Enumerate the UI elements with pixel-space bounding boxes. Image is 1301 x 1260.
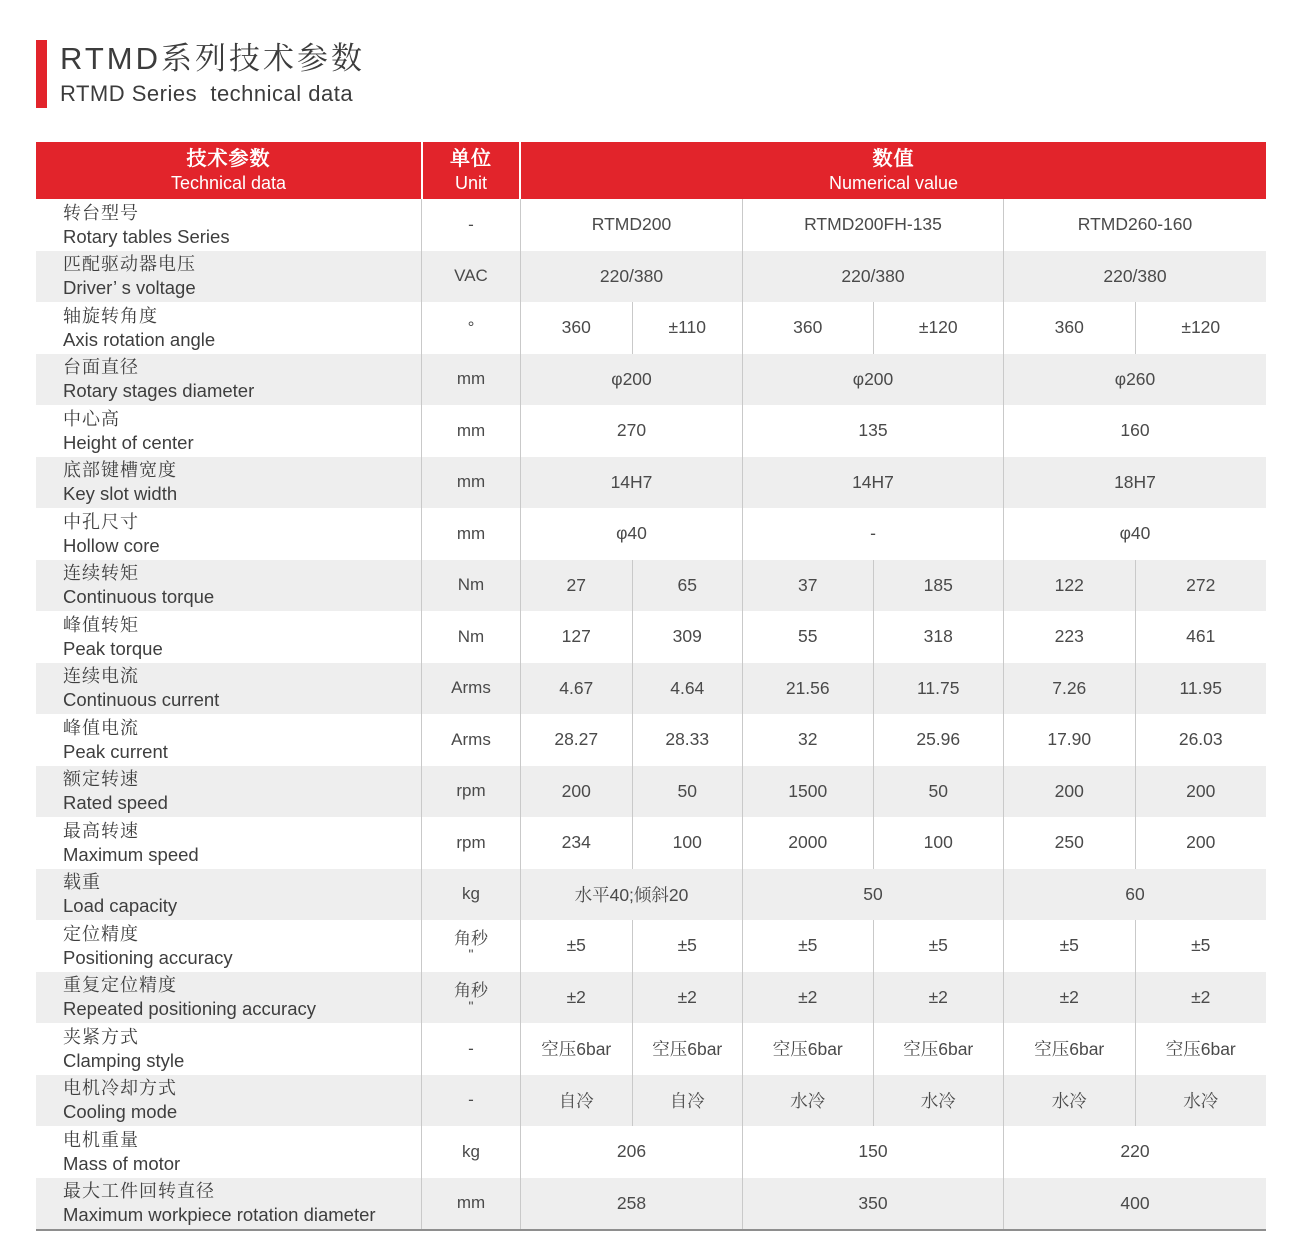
row-label-cn: 定位精度 xyxy=(63,923,139,944)
row-label-cn: 连续电流 xyxy=(63,666,139,687)
value-cell: 127 xyxy=(561,626,591,647)
value-cell: 270 xyxy=(616,420,647,441)
value-cell: 1500 xyxy=(742,766,873,818)
row-label-en: Axis rotation angle xyxy=(63,328,216,350)
page-title xyxy=(60,40,365,108)
row-label-cn: 底部键槽宽度 xyxy=(63,460,177,481)
row-values xyxy=(521,1178,1266,1230)
header-technical-data-cn: 技术参数 xyxy=(186,147,271,170)
row-values xyxy=(521,199,1266,251)
value-cell: ±5 xyxy=(1135,920,1267,972)
row-label-cn: 电机重量 xyxy=(63,1129,139,1150)
table-row xyxy=(36,199,1266,251)
value-cell: 18H7 xyxy=(1003,457,1266,509)
value-cell: 200 xyxy=(561,780,591,801)
row-unit-text: mm xyxy=(456,369,486,389)
row-values xyxy=(521,508,1266,560)
row-label-cn: 中孔尺寸 xyxy=(63,511,139,532)
row-values xyxy=(521,302,1266,354)
value-cell: ±120 xyxy=(873,302,1004,354)
row-label-en: Continuous torque xyxy=(63,586,215,608)
row-label-en: Height of center xyxy=(63,431,194,453)
row-label xyxy=(36,251,421,303)
value-cell: 4.67 xyxy=(559,677,594,698)
row-label xyxy=(36,302,421,354)
value-cell: 28.27 xyxy=(554,729,599,750)
header-unit-cn: 单位 xyxy=(450,147,492,170)
row-unit-text: - xyxy=(468,1090,474,1110)
header-numerical-value xyxy=(521,142,1266,199)
row-unit-text: ° xyxy=(467,317,475,337)
row-label-en: Key slot width xyxy=(63,483,178,505)
page-title-block xyxy=(36,40,1266,108)
header-unit-en: Unit xyxy=(454,172,487,193)
value-cell: ±5 xyxy=(1003,920,1135,972)
table-row xyxy=(36,611,1266,663)
row-label-cn: 重复定位精度 xyxy=(63,975,177,996)
row-unit xyxy=(421,1023,521,1075)
value-cell: 200 xyxy=(1135,766,1267,818)
value-cell: ±2 xyxy=(1003,972,1135,1024)
row-label-en: Hollow core xyxy=(63,534,160,556)
table-row xyxy=(36,302,1266,354)
value-cell: - xyxy=(742,508,1003,560)
table-row xyxy=(36,869,1266,921)
title-accent-bar xyxy=(36,40,47,108)
value-cell: 28.33 xyxy=(632,714,743,766)
row-unit-text: mm xyxy=(456,1193,486,1213)
value-cell: 7.26 xyxy=(1003,663,1135,715)
table-row xyxy=(36,920,1266,972)
row-values xyxy=(521,766,1266,818)
value-cell: 55 xyxy=(742,611,873,663)
value-cell: ±5 xyxy=(873,920,1004,972)
row-unit xyxy=(421,508,521,560)
row-label xyxy=(36,663,421,715)
row-label xyxy=(36,405,421,457)
value-cell: 11.95 xyxy=(1135,663,1267,715)
row-label-cn: 最高转速 xyxy=(63,820,139,841)
table-row xyxy=(36,817,1266,869)
value-cell: 自冷 xyxy=(632,1075,743,1127)
value-cell: 空压6bar xyxy=(742,1023,873,1075)
row-unit-text: Nm xyxy=(457,575,485,595)
row-label-en: Rotary tables Series xyxy=(63,225,230,247)
value-cell: φ200 xyxy=(611,368,652,389)
row-unit xyxy=(421,405,521,457)
row-unit-text: mm xyxy=(456,420,486,440)
table-row xyxy=(36,663,1266,715)
value-cell: 360 xyxy=(1003,302,1135,354)
header-technical-data xyxy=(36,142,421,199)
row-unit-text: Nm xyxy=(457,626,485,646)
row-label xyxy=(36,817,421,869)
row-label-en: Driver’ s voltage xyxy=(63,277,196,299)
row-unit xyxy=(421,714,521,766)
value-cell: 135 xyxy=(742,405,1003,457)
row-label-en: Load capacity xyxy=(63,895,178,917)
row-unit xyxy=(421,972,521,1024)
row-unit-text: rpm xyxy=(456,781,486,801)
value-cell: 26.03 xyxy=(1135,714,1267,766)
row-label-cn: 匹配驱动器电压 xyxy=(63,254,196,275)
value-cell: 4.64 xyxy=(632,663,743,715)
row-unit-text: Arms xyxy=(451,729,491,749)
value-cell: 50 xyxy=(632,766,743,818)
value-cell: 32 xyxy=(742,714,873,766)
value-cell: 空压6bar xyxy=(541,1039,612,1060)
row-values xyxy=(521,405,1266,457)
row-unit-text: mm xyxy=(456,523,486,543)
value-cell: 空压6bar xyxy=(1003,1023,1135,1075)
value-cell: ±2 xyxy=(873,972,1004,1024)
value-cell: 空压6bar xyxy=(873,1023,1004,1075)
table-row xyxy=(36,1023,1266,1075)
value-cell: 258 xyxy=(616,1192,647,1213)
value-cell: 水冷 xyxy=(1003,1075,1135,1127)
value-cell: 200 xyxy=(1003,766,1135,818)
value-cell: 50 xyxy=(742,869,1003,921)
spec-table xyxy=(36,142,1266,1231)
row-unit-text: kg xyxy=(462,884,480,904)
row-label-cn: 连续转矩 xyxy=(63,563,139,584)
row-unit-subtext: " xyxy=(468,997,474,1014)
table-row xyxy=(36,405,1266,457)
row-label-en: Repeated positioning accuracy xyxy=(63,998,316,1020)
value-cell: 223 xyxy=(1003,611,1135,663)
table-row xyxy=(36,457,1266,509)
value-cell: ±2 xyxy=(566,986,586,1007)
row-unit xyxy=(421,1126,521,1178)
table-row xyxy=(36,766,1266,818)
value-cell: 65 xyxy=(632,560,743,612)
value-cell: 234 xyxy=(561,832,591,853)
catalog-page xyxy=(36,40,1266,1231)
value-cell: 220/380 xyxy=(742,251,1003,303)
row-label-cn: 载重 xyxy=(63,872,101,893)
row-unit xyxy=(421,920,521,972)
row-unit xyxy=(421,1178,521,1230)
row-unit xyxy=(421,251,521,303)
row-values xyxy=(521,251,1266,303)
table-row xyxy=(36,251,1266,303)
value-cell: 11.75 xyxy=(873,663,1004,715)
row-values xyxy=(521,714,1266,766)
header-technical-data-en: Technical data xyxy=(170,172,287,193)
row-label-en: Rated speed xyxy=(63,792,168,814)
row-values xyxy=(521,354,1266,406)
value-cell: ±5 xyxy=(632,920,743,972)
value-cell: 17.90 xyxy=(1003,714,1135,766)
value-cell: 250 xyxy=(1003,817,1135,869)
row-unit-text: 角秒 xyxy=(454,980,488,1000)
row-unit-text: mm xyxy=(456,472,486,492)
value-cell: 360 xyxy=(561,317,591,338)
row-values xyxy=(521,560,1266,612)
row-unit xyxy=(421,766,521,818)
value-cell: 206 xyxy=(616,1141,647,1162)
row-label-cn: 额定转速 xyxy=(63,769,139,790)
row-unit xyxy=(421,1075,521,1127)
row-label-en: Peak torque xyxy=(63,637,163,659)
row-label xyxy=(36,972,421,1024)
row-label xyxy=(36,1178,421,1230)
row-label-en: Peak current xyxy=(63,740,168,762)
header-numerical-value-en: Numerical value xyxy=(828,172,959,193)
value-cell: 309 xyxy=(632,611,743,663)
row-label-en: Rotary stages diameter xyxy=(63,380,255,402)
value-cell: ±5 xyxy=(566,935,586,956)
row-label xyxy=(36,1126,421,1178)
value-cell: 220/380 xyxy=(599,265,664,286)
table-body xyxy=(36,199,1266,1229)
table-row xyxy=(36,1126,1266,1178)
value-cell: ±5 xyxy=(742,920,873,972)
row-unit-subtext: " xyxy=(468,946,474,963)
value-cell: 350 xyxy=(742,1178,1003,1230)
row-label xyxy=(36,611,421,663)
value-cell: φ40 xyxy=(1003,508,1266,560)
value-cell: 100 xyxy=(873,817,1004,869)
row-values xyxy=(521,663,1266,715)
header-numerical-value-cn: 数值 xyxy=(872,147,915,170)
value-cell: 空压6bar xyxy=(1135,1023,1267,1075)
row-unit-text: - xyxy=(468,214,474,234)
value-cell: 27 xyxy=(566,574,586,595)
value-cell: RTMD200FH-135 xyxy=(742,199,1003,251)
row-label-cn: 电机冷却方式 xyxy=(63,1078,177,1099)
value-cell: φ40 xyxy=(616,523,647,544)
row-unit xyxy=(421,354,521,406)
row-unit xyxy=(421,663,521,715)
row-unit-text: rpm xyxy=(456,832,486,852)
table-row xyxy=(36,560,1266,612)
row-label-cn: 夹紧方式 xyxy=(63,1026,139,1047)
value-cell: RTMD200 xyxy=(591,214,672,235)
row-values xyxy=(521,920,1266,972)
value-cell: 空压6bar xyxy=(632,1023,743,1075)
row-unit-text: kg xyxy=(462,1141,480,1161)
value-cell: 37 xyxy=(742,560,873,612)
row-unit xyxy=(421,457,521,509)
row-label xyxy=(36,560,421,612)
row-label-cn: 台面直径 xyxy=(63,357,139,378)
row-unit xyxy=(421,817,521,869)
row-label-cn: 轴旋转角度 xyxy=(63,305,158,326)
row-unit xyxy=(421,199,521,251)
row-unit xyxy=(421,302,521,354)
value-cell: 2000 xyxy=(742,817,873,869)
row-label-cn: 峰值电流 xyxy=(63,717,139,738)
value-cell: φ260 xyxy=(1003,354,1266,406)
value-cell: 50 xyxy=(873,766,1004,818)
row-label-en: Cooling mode xyxy=(63,1101,178,1123)
value-cell: 自冷 xyxy=(558,1090,594,1111)
value-cell: 185 xyxy=(873,560,1004,612)
row-unit xyxy=(421,611,521,663)
table-row xyxy=(36,508,1266,560)
header-unit xyxy=(421,142,521,199)
row-label xyxy=(36,1023,421,1075)
row-values xyxy=(521,972,1266,1024)
row-values xyxy=(521,817,1266,869)
row-label-en: Maximum workpiece rotation diameter xyxy=(63,1204,376,1226)
row-label xyxy=(36,766,421,818)
row-label-en: Positioning accuracy xyxy=(63,946,233,968)
row-label xyxy=(36,714,421,766)
value-cell: 160 xyxy=(1003,405,1266,457)
row-values xyxy=(521,869,1266,921)
row-values xyxy=(521,1023,1266,1075)
row-label xyxy=(36,457,421,509)
page-title-en: RTMD Series technical data xyxy=(60,81,354,106)
row-unit-text: VAC xyxy=(454,266,488,286)
table-row xyxy=(36,1075,1266,1127)
value-cell: 100 xyxy=(632,817,743,869)
row-label xyxy=(36,354,421,406)
row-label-en: Maximum speed xyxy=(63,843,199,865)
row-unit-text: 角秒 xyxy=(454,929,488,949)
page-title-cn: RTMD系列技术参数 xyxy=(60,41,365,76)
table-row xyxy=(36,354,1266,406)
value-cell: 25.96 xyxy=(873,714,1004,766)
row-values xyxy=(521,611,1266,663)
table-row xyxy=(36,972,1266,1024)
value-cell: ±2 xyxy=(632,972,743,1024)
row-unit-text: Arms xyxy=(451,678,491,698)
table-header xyxy=(36,142,1266,199)
value-cell: ±2 xyxy=(1135,972,1267,1024)
value-cell: φ200 xyxy=(742,354,1003,406)
row-label-en: Mass of motor xyxy=(63,1152,181,1174)
value-cell: 150 xyxy=(742,1126,1003,1178)
value-cell: ±2 xyxy=(742,972,873,1024)
row-label-en: Continuous current xyxy=(63,689,220,711)
row-label xyxy=(36,869,421,921)
value-cell: 60 xyxy=(1003,869,1266,921)
value-cell: 21.56 xyxy=(742,663,873,715)
row-unit xyxy=(421,869,521,921)
value-cell: 318 xyxy=(873,611,1004,663)
value-cell: 360 xyxy=(742,302,873,354)
value-cell: 水冷 xyxy=(1135,1075,1267,1127)
row-label-cn: 转台型号 xyxy=(63,202,139,223)
value-cell: ±110 xyxy=(632,302,743,354)
row-label-cn: 中心高 xyxy=(63,408,120,429)
value-cell: 220 xyxy=(1003,1126,1266,1178)
row-label-en: Clamping style xyxy=(63,1049,185,1071)
value-cell: 14H7 xyxy=(742,457,1003,509)
value-cell: 14H7 xyxy=(610,471,653,492)
row-label xyxy=(36,508,421,560)
row-unit xyxy=(421,560,521,612)
value-cell: ±120 xyxy=(1135,302,1267,354)
value-cell: RTMD260-160 xyxy=(1003,199,1266,251)
row-label-cn: 峰值转矩 xyxy=(63,614,139,635)
value-cell: 400 xyxy=(1003,1178,1266,1230)
value-cell: 水冷 xyxy=(873,1075,1004,1127)
value-cell: 461 xyxy=(1135,611,1267,663)
table-row xyxy=(36,1178,1266,1230)
value-cell: 水冷 xyxy=(742,1075,873,1127)
row-label-cn: 最大工件回转直径 xyxy=(63,1181,215,1202)
row-label xyxy=(36,920,421,972)
value-cell: 220/380 xyxy=(1003,251,1266,303)
value-cell: 272 xyxy=(1135,560,1267,612)
row-unit-text: - xyxy=(468,1038,474,1058)
row-label xyxy=(36,199,421,251)
row-values xyxy=(521,457,1266,509)
row-label xyxy=(36,1075,421,1127)
value-cell: 水平40;倾斜20 xyxy=(574,884,689,905)
row-values xyxy=(521,1126,1266,1178)
value-cell: 122 xyxy=(1003,560,1135,612)
table-row xyxy=(36,714,1266,766)
row-values xyxy=(521,1075,1266,1127)
value-cell: 200 xyxy=(1135,817,1267,869)
